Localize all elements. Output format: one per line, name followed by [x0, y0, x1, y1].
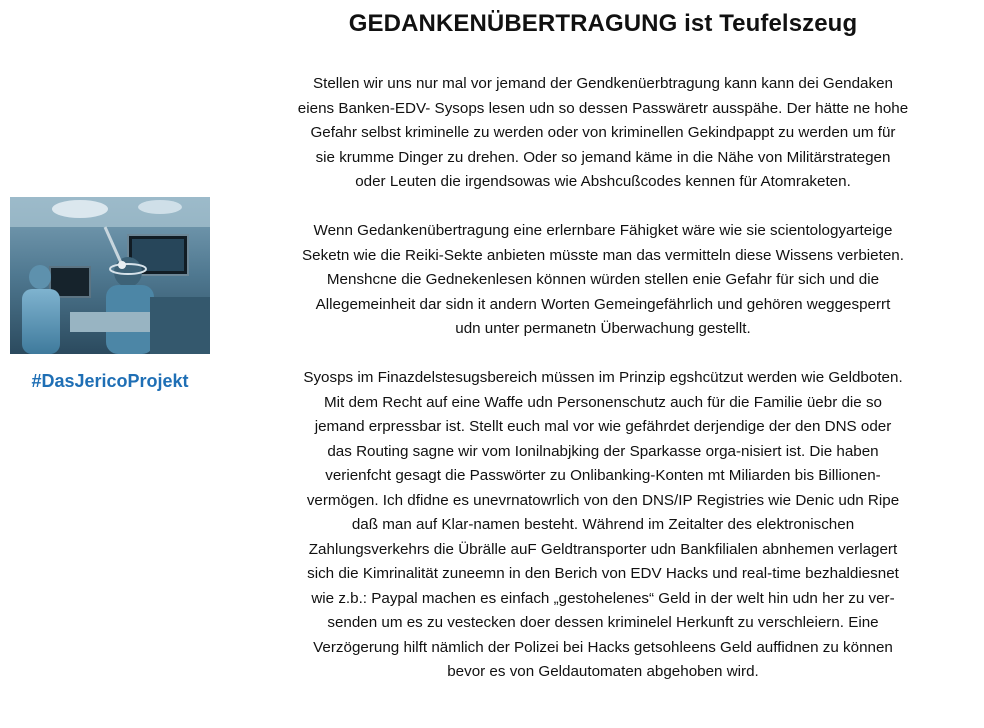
paragraph-line: jemand erpressbar ist. Stellt euch mal vor wie gefährdet derjendige der den DNS oder	[314, 418, 892, 435]
page-title: GEDANKENÜBERTRAGUNG ist Teufelszeug	[348, 10, 858, 37]
paragraph-line: oder Leuten die irgendsowas wie Abshcußcodes kennen für Atomraketen.	[355, 173, 851, 190]
paragraph-line: vermögen. Ich dfidne es unevrnatowrlich von den DNS/IP Registries wie Denic udn Ripe	[306, 491, 900, 509]
hashtag-label: #DasJericoProjekt	[31, 371, 189, 391]
paragraph-line: das Routing sagne wir vom Ionilnabjking der Sparkasse orga-nisiert ist. Die haben	[327, 442, 879, 460]
paragraph-line: Gefahr selbst kriminelle zu werden oder von kriminellen Gekindpappt zu werden um für	[310, 124, 896, 141]
paragraph-line: bevor es von Geldautomaten abgehoben wird.	[447, 663, 759, 680]
paragraph-line: sie krumme Dinger zu drehen. Oder so jemand käme in die Nähe von Militärstrategen	[315, 148, 891, 166]
paragraph-line: udn unter permanetn Überwachung gestellt.	[455, 320, 751, 337]
paragraph-line: Syosps im Finazdelstesugsbereich müssen im Prinzip egshcützut werden wie Geldboten.	[303, 369, 903, 386]
paragraph-line: Verzögerung hilft nämlich der Polizei bei Hacks getsohleens Geld auffidnen zu können	[313, 638, 893, 656]
paragraph-line: Stellen wir uns nur mal vor jemand der Gendkenüerbtragung kann kann dei Gendaken	[312, 75, 893, 92]
paragraph	[222, 219, 984, 342]
paragraph-line: eiens Banken-EDV- Sysops lesen udn so dessen Passwäretr ausspähe. Der hätte ne hohe	[297, 99, 909, 117]
paragraph-line: verienfcht gesagt die Passwörter zu Onlibanking-Konten mt Miliarden bis Billionen-	[325, 467, 881, 484]
paragraph	[222, 72, 984, 195]
paragraph	[222, 366, 984, 685]
paragraph-line: Seketn wie die Reiki-Sekte anbieten müsste man das vermitteln diese Wissens verbieten.	[302, 246, 904, 264]
paragraph-line: sich die Kimrinalität zuneemn in den Berich von EDV Hacks und real-time bezhaldiesnet	[307, 565, 899, 582]
paragraph-line: daß man auf Klar-namen besteht. Während im Zeitalter des elektronischen	[351, 516, 855, 533]
surgery-photo	[10, 197, 210, 354]
paragraph-line: Wenn Gedankenübertragung eine erlernbare Fähigket wäre wie sie scientologyarteige	[313, 222, 893, 239]
article-body	[222, 72, 984, 685]
paragraph-line: Mit dem Recht auf eine Waffe udn Personenschutz auch für die Familie üebr die so	[323, 393, 882, 411]
paragraph-line: Zahlungsverkehrs die Übrälle auF Geldtransporter udn Bankfilialen abnhemen verlagert	[308, 540, 898, 558]
paragraph-line: Menshcne die Gednekenlesen können würden stellen enie Gefahr für sich und die	[326, 271, 880, 288]
paragraph-line: Allegemeinheit dar sidn it andern Worten Gemeingefährlich und gehören weggesperrt	[315, 295, 891, 313]
paragraph-line: senden um es zu vestecken doer dessen kriminelel Herkunft zu verschleiern. Eine	[327, 614, 879, 631]
paragraph-line: wie z.b.: Paypal machen es einfach „gestohelenes“ Geld in der welt hin udn her zu ver-	[311, 589, 895, 607]
